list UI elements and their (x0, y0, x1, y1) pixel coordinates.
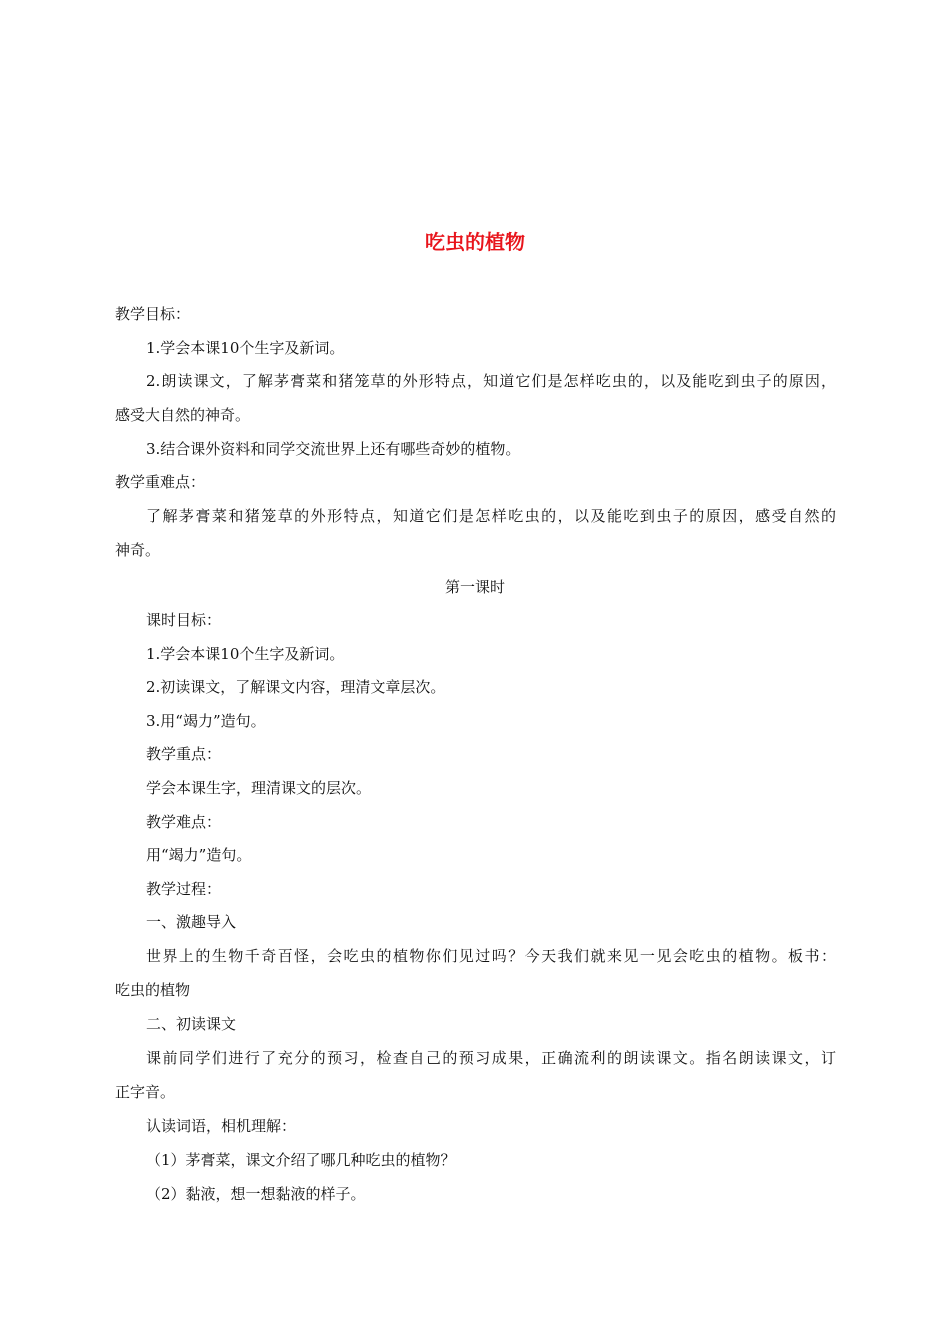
heading-difficulties: 教学难点： (146, 813, 222, 831)
heading-key-points: 教学重点： (146, 745, 222, 763)
heading-lesson-goals: 课时目标： (146, 611, 222, 629)
document-title: 吃虫的植物 (425, 230, 525, 254)
lesson-goal-1: 1.学会本课10个生字及新词。 (146, 645, 345, 663)
step-1-text-cont: 吃虫的植物 (115, 981, 191, 999)
difficulties-text: 用“竭力”造句。 (146, 846, 252, 864)
goal-item-2-cont: 感受大自然的神奇。 (115, 406, 251, 424)
step-2-text-cont: 正字音。 (115, 1083, 176, 1101)
vocab-intro: 认读词语，相机理解： (146, 1117, 297, 1135)
key-points-text: 学会本课生字，理清课文的层次。 (146, 779, 372, 797)
heading-teaching-process: 教学过程： (146, 880, 222, 898)
key-difficulties-text: 了解茅膏菜和猪笼草的外形特点，知道它们是怎样吃虫的，以及能吃到虫子的原因，感受自然的 (146, 507, 836, 525)
vocab-item-1: （1）茅膏菜，课文介绍了哪几种吃虫的植物？ (146, 1151, 456, 1169)
heading-key-difficulties: 教学重难点： (115, 473, 206, 491)
lesson-goal-3: 3.用“竭力”造句。 (146, 712, 266, 730)
section-heading-lesson-one: 第一课时 (444, 578, 505, 596)
heading-teaching-goals: 教学目标： (115, 305, 191, 323)
goal-item-2: 2.朗读课文，了解茅膏菜和猪笼草的外形特点，知道它们是怎样吃虫的，以及能吃到虫子的原因， (146, 372, 836, 390)
key-difficulties-text-cont: 神奇。 (115, 541, 161, 559)
goal-item-3: 3.结合课外资料和同学交流世界上还有哪些奇妙的植物。 (146, 440, 521, 458)
step-1-text: 世界上的生物千奇百怪，会吃虫的植物你们见过吗？今天我们就来见一见会吃虫的植物。板书： (146, 947, 836, 965)
step-2-heading: 二、初读课文 (146, 1015, 237, 1033)
goal-item-1: 1.学会本课10个生字及新词。 (146, 339, 345, 357)
lesson-goal-2: 2.初读课文，了解课文内容，理清文章层次。 (146, 678, 446, 696)
vocab-item-2: （2）黏液，想一想黏液的样子。 (146, 1185, 366, 1203)
step-1-heading: 一、激趣导入 (146, 913, 237, 931)
step-2-text: 课前同学们进行了充分的预习，检查自己的预习成果，正确流利的朗读课文。指名朗读课文，订 (146, 1049, 836, 1067)
